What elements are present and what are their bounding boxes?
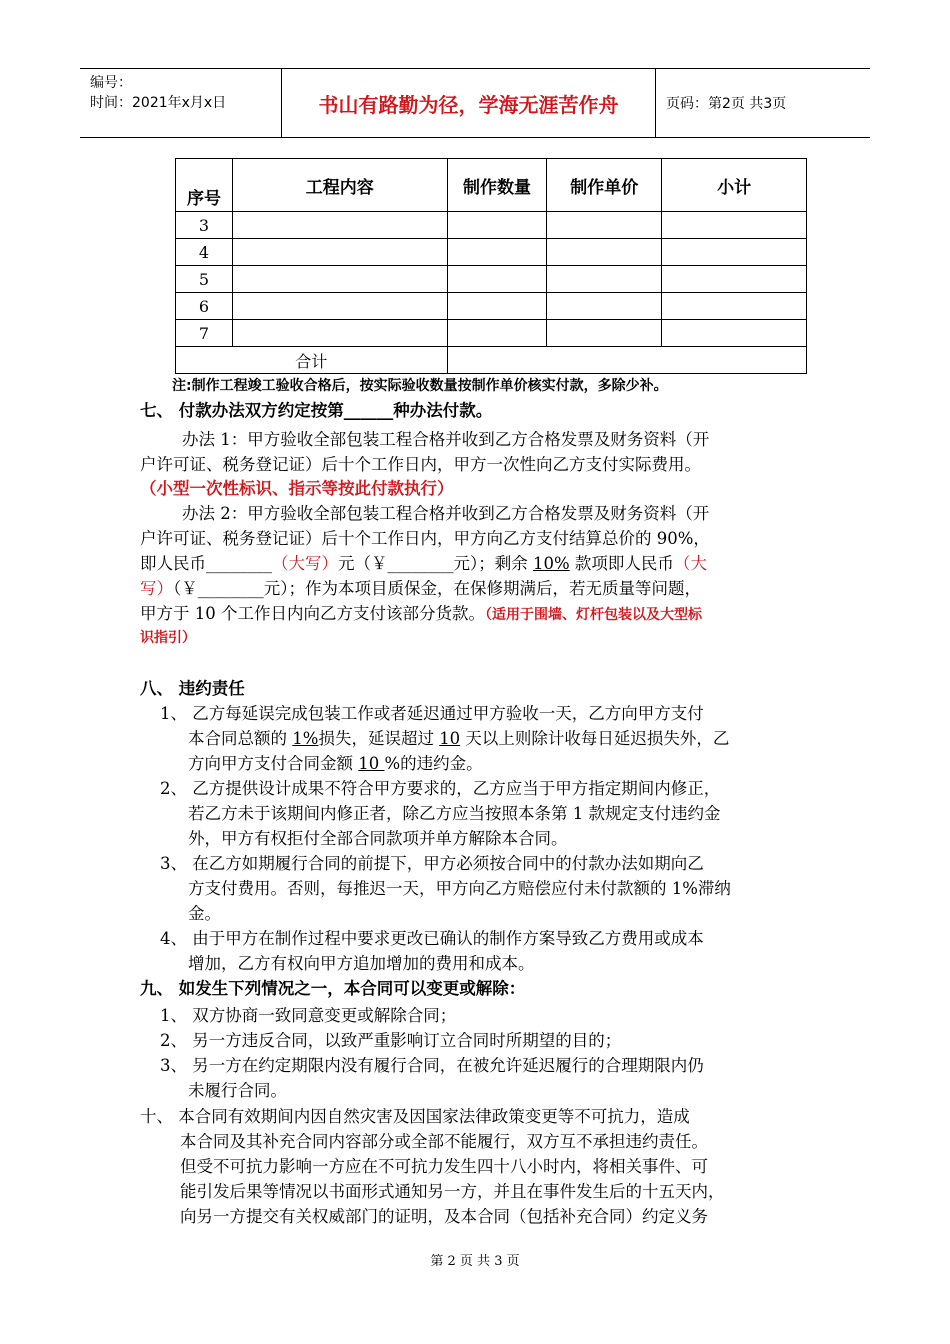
paragraph-line: 未履行合同。 <box>188 1081 287 1100</box>
text-run: 损失，延误超过 <box>318 729 440 748</box>
col-seq: 序号 <box>176 159 233 212</box>
header-meta <box>80 69 282 137</box>
paragraph-line <box>188 726 729 751</box>
text-run: 写） <box>140 579 173 598</box>
paragraph-line: 办法 2：甲方验收全部包装工程合格并收到乙方合格发票及财务资料（开 <box>182 504 710 523</box>
paragraph-line: 但受不可抗力影响一方应在不可抗力发生四十八小时内，将相关事件、可 <box>180 1157 708 1176</box>
text-run: （大 <box>673 554 707 573</box>
col-qty: 制作数量 <box>447 159 547 212</box>
paragraph-line: 增加，乙方有权向甲方追加增加的费用和成本。 <box>188 954 535 973</box>
paragraph-line: 本合同及其补充合同内容部分或全部不能履行，双方互不承担违约责任。 <box>180 1132 708 1151</box>
paragraph-line: 若乙方未于该期间内修正者，除乙方应当按照本条第 1 款规定支付违约金 <box>188 804 721 823</box>
row-number: 4 <box>176 239 233 266</box>
text-run: 10 <box>439 729 461 748</box>
paragraph-line: 3、 另一方在约定期限内没有履行合同，在被允许延迟履行的合理期限内仍 <box>160 1056 704 1075</box>
row-number: 7 <box>176 320 233 347</box>
paragraph-line: 1、 乙方每延误完成包装工作或者延迟通过甲方验收一天，乙方向甲方支付 <box>160 704 704 723</box>
text-run: 本合同总额的 <box>188 729 293 748</box>
page-footer: 第 2 页 共 3 页 <box>430 1254 520 1269</box>
text-run: 方向甲方支付合同金额 <box>188 754 359 773</box>
paragraph-line <box>140 576 701 601</box>
section-7-title: 七、 付款办法双方约定按第______种办法付款。 <box>140 401 493 420</box>
text-run: 即人民币________ <box>140 554 272 573</box>
row-number: 5 <box>176 266 233 293</box>
number-label: 编号： <box>90 75 132 91</box>
paragraph-line: 户许可证、税务登记证）后十个工作日内，甲方一次性向乙方支付实际费用。 <box>140 455 701 474</box>
paragraph-line: 能引发后果等情况以书面形式通知另一方，并且在事件发生后的十五天内， <box>180 1182 725 1201</box>
text-run: 元（￥________元）；剩余 <box>338 554 533 573</box>
text-run: （大写） <box>272 554 338 573</box>
paragraph-line <box>140 601 702 628</box>
section-8-title: 八、 违约责任 <box>140 679 245 698</box>
paragraph-line: 1、 双方协商一致同意变更或解除合同； <box>160 1006 457 1025</box>
paragraph-line: 方支付费用。否则，每推迟一天，甲方向乙方赔偿应付未付款额的 1%滞纳 <box>188 879 731 898</box>
time-label: 时间：2021年x月x日 <box>90 95 227 111</box>
paragraph-line <box>188 751 483 776</box>
paragraph-line: 办法 1：甲方验收全部包装工程合格并收到乙方合格发票及财务资料（开 <box>182 430 710 449</box>
table-row <box>176 266 807 293</box>
col-content: 工程内容 <box>232 159 447 212</box>
header-page-info: 页码：第2页 共3页 <box>666 96 787 112</box>
paragraph-line: 3、 在乙方如期履行合同的前提下，甲方必须按合同中的付款办法如期向乙 <box>160 854 704 873</box>
table-note: 注:制作工程竣工验收合格后，按实际验收数量按制作单价核实付款，多除少补。 <box>172 378 668 394</box>
table-row <box>176 239 807 266</box>
text-run: （适用于围墙、灯杆包装以及大型标 <box>485 607 702 623</box>
text-run: 甲方于 10 个工作日内向乙方支付该部分货款。 <box>140 604 485 623</box>
paragraph-line: 4、 由于甲方在制作过程中要求更改已确认的制作方案导致乙方费用或成本 <box>160 929 704 948</box>
text-run: 天以上则除计收每日延迟损失外，乙 <box>460 729 730 748</box>
table-header-row <box>176 159 807 212</box>
text-run: 1% <box>292 729 319 748</box>
paragraph-line: 向另一方提交有关权威部门的证明，及本合同（包括补充合同）约定义务 <box>180 1207 708 1226</box>
red-note: （小型一次性标识、指示等按此付款执行） <box>140 479 454 498</box>
table-row <box>176 293 807 320</box>
paragraph-line: 金。 <box>188 904 221 923</box>
row-number: 6 <box>176 293 233 320</box>
section-10-line: 十、 本合同有效期间内因自然灾害及因国家法律政策变更等不可抗力，造成 <box>140 1107 690 1126</box>
work-table <box>175 158 807 374</box>
table-total-row <box>176 347 807 374</box>
row-number: 3 <box>176 212 233 239</box>
text-run: （￥________元）；作为本项目质保金，在保修期满后，若无质量等问题， <box>173 579 701 598</box>
paragraph-line: 外，甲方有权拒付全部合同款项并单方解除本合同。 <box>188 829 568 848</box>
text-run: 款项即人民币 <box>569 554 674 573</box>
paragraph-line <box>140 551 707 576</box>
red-note: 识指引） <box>140 630 196 646</box>
col-price: 制作单价 <box>547 159 662 212</box>
section-9-title: 九、 如发生下列情况之一，本合同可以变更或解除： <box>140 979 526 998</box>
table-row <box>176 212 807 239</box>
text-run: 10 <box>358 754 385 773</box>
text-run: %的违约金。 <box>384 754 483 773</box>
header-motto: 书山有路勤为径，学海无涯苦作舟 <box>282 69 656 137</box>
table-row <box>176 320 807 347</box>
col-subtotal: 小计 <box>662 159 807 212</box>
text-run: 10% <box>533 554 570 573</box>
page-header <box>80 68 870 138</box>
total-label: 合计 <box>176 347 448 374</box>
paragraph-line: 2、 另一方违反合同，以致严重影响订立合同时所期望的目的； <box>160 1031 622 1050</box>
paragraph-line: 户许可证、税务登记证）后十个工作日内，甲方向乙方支付结算总价的 90%， <box>140 529 710 548</box>
paragraph-line: 2、 乙方提供设计成果不符合甲方要求的，乙方应当于甲方指定期间内修正， <box>160 779 721 798</box>
